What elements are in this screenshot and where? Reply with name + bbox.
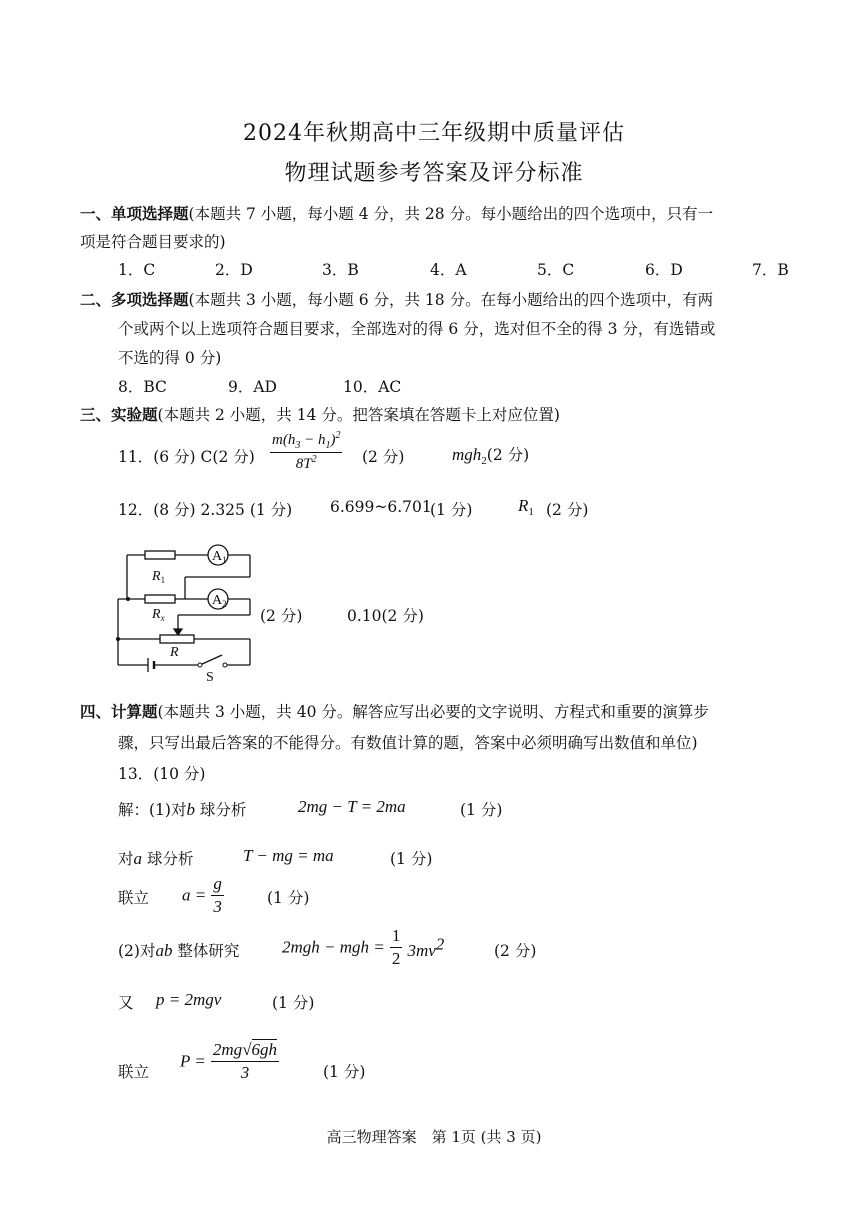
q13-score6: (1 分) [323, 1063, 366, 1081]
answer-1: 1．C [118, 261, 156, 279]
section2-line1 [80, 288, 713, 310]
section1-heading: 一、单项选择题 [80, 204, 189, 223]
svg-text:S: S [206, 670, 214, 685]
q12-score2: (2 分) [546, 501, 589, 519]
q12-lead: 12．(8 分) 2.325 (1 分) [118, 501, 293, 519]
q11-score1: (2 分) [362, 448, 405, 466]
q13-head: 13．(10 分) [118, 765, 206, 783]
answer-5: 5．C [537, 261, 575, 279]
answer-6: 6．D [645, 261, 683, 279]
q13-eq6: P = $\frac{2mg√6gh}{3}$ [180, 1040, 278, 1082]
answer-2: 2．D [215, 261, 253, 279]
svg-text:R1: $R_1$ [152, 569, 166, 585]
q13-score4: (2 分) [494, 942, 537, 960]
q13-eq4: 2mgh − mgh = $\frac{1}{2}$ $3mv^2$ [282, 926, 445, 968]
q13-line3-text: 联立 [118, 889, 150, 907]
answer-10: 10．AC [343, 378, 402, 396]
q13-line6-text: 联立 [118, 1063, 150, 1081]
answer-3: 3．B [322, 261, 359, 279]
answer-4: 4．A [430, 261, 467, 279]
section3-line1 [80, 403, 560, 425]
q13-line5-text: 又 [118, 994, 134, 1012]
section1-desc: (本题共 7 小题，每小题 4 分，共 28 分。每小题给出的四个选项中，只有一 [188, 205, 714, 223]
q12-range: 6.699~6.701 [330, 498, 432, 516]
section2-heading: 二、多项选择题 [80, 290, 189, 309]
answer-9: 9．AD [228, 378, 277, 396]
svg-text:R: R [170, 645, 179, 660]
section4-line1 [80, 700, 709, 722]
section1-desc-cont: 项是符合题目要求的) [80, 233, 226, 251]
svg-text:Rx: $R_x$ [152, 607, 165, 623]
q13-line4-text: (2)对ab 整体研究 [118, 941, 240, 960]
q13-score1: (1 分) [460, 801, 503, 819]
circuit-diagram [110, 535, 270, 685]
q13-score2: (1 分) [390, 850, 433, 868]
q11-lead: 11．(6 分) C(2 分) [118, 448, 255, 466]
q13-line1-text: 解：(1)对b 球分析 [118, 800, 247, 819]
answer-7: 7．B [752, 261, 789, 279]
section3-desc: (本题共 2 小题，共 14 分。把答案填在答题卡上对应位置) [157, 406, 560, 424]
section1-line1 [80, 202, 713, 224]
section2-desc-cont1: 个或两个以上选项符合题目要求，全部选对的得 6 分，选对但不全的得 3 分，有选错或 [118, 320, 716, 338]
q13-score3: (1 分) [267, 889, 310, 907]
q13-eq2: T − mg = ma [243, 846, 334, 865]
page-subtitle: 物理试题参考答案及评分标准 [284, 161, 584, 186]
section2-desc: (本题共 3 小题，每小题 6 分，共 18 分。在每小题给出的四个选项中，有两 [188, 291, 714, 309]
q13-eq3: a = $\frac{g}{3}$ [182, 874, 222, 916]
section4-desc: (本题共 3 小题，共 40 分。解答应写出必要的文字说明、方程式和重要的演算步 [157, 703, 709, 721]
section4-desc-cont: 骤，只写出最后答案的不能得分。有数值计算的题，答案中必须明确写出数值和单位) [118, 734, 698, 752]
svg-text:A2: $A_2$ [212, 593, 227, 609]
svg-text:A1: $A_1$ [212, 549, 227, 565]
section2-desc-cont2: 不选的得 0 分) [118, 349, 222, 367]
q12-score1: (1 分) [430, 501, 473, 519]
q12-value: 0.10(2 分) [347, 607, 424, 625]
q13-line2-text: 对a 球分析 [118, 849, 194, 868]
q13-score5: (1 分) [272, 994, 315, 1012]
q11-fraction: $\frac{m(h_3 - h_1)^2}{8T^2}$ [272, 430, 341, 472]
page-footer: 高三物理答案 第 1页 (共 3 页) [326, 1128, 542, 1146]
answer-8: 8．BC [118, 378, 167, 396]
page-title: 2024年秋期高中三年级期中质量评估 [243, 121, 625, 146]
q11-mgh: mgh$_2$(2 分) [452, 445, 530, 468]
section4-heading: 四、计算题 [80, 702, 158, 721]
q13-eq1: 2mg − T = 2ma [298, 797, 406, 816]
q12-resistor: $R_1$ [518, 496, 534, 519]
circuit-score: (2 分) [260, 607, 303, 625]
q13-eq5: p = 2mgv [156, 990, 222, 1009]
section3-heading: 三、实验题 [80, 405, 158, 424]
